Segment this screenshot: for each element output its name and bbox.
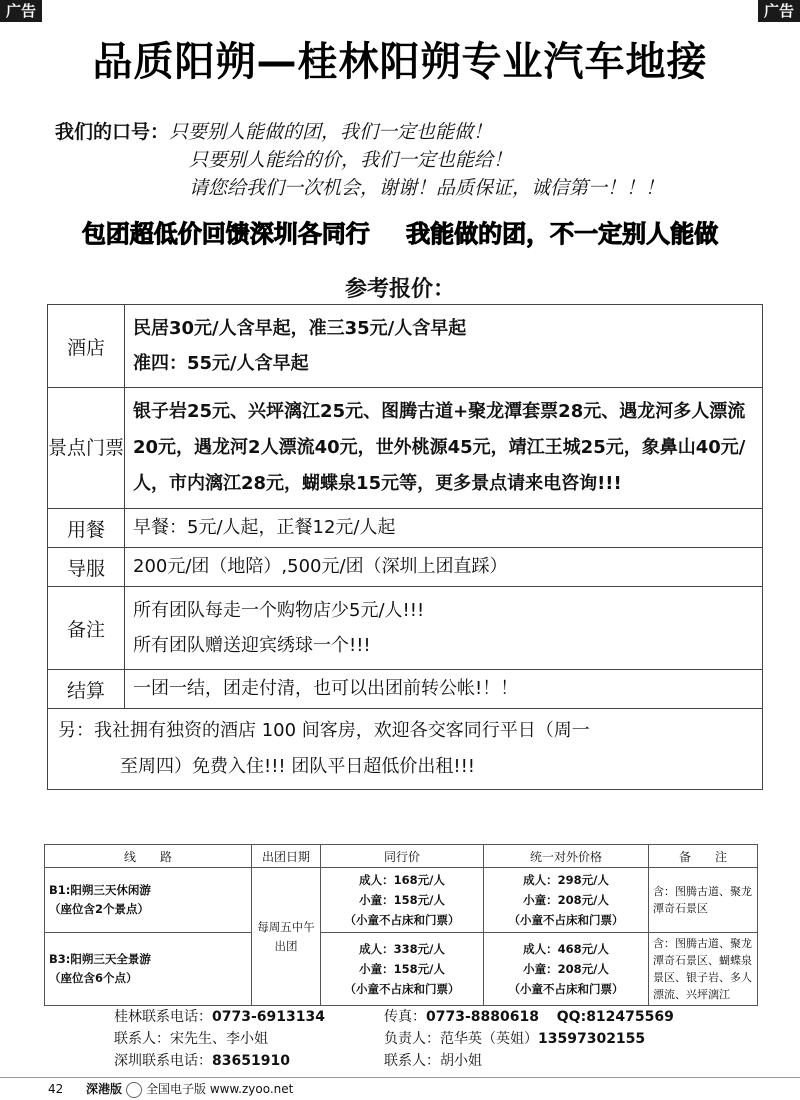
retail-price-b3: 成人：468元/人 小童：208元/人 （小童不占床和门票） — [484, 933, 649, 1006]
quote-title: 参考报价： — [344, 277, 455, 302]
header-note: 备 注 — [649, 845, 758, 868]
remark-value: 所有团队每走一个购物店少5元/人!!! 所有团队赠送迎宾绣球一个!!! — [125, 587, 763, 670]
contact-block — [114, 1006, 714, 1072]
slogan-label: 我们的口号： — [55, 121, 170, 143]
route-b3: B3:阳朔三天全景游 （座位含6个点） — [45, 933, 252, 1006]
manager-name: 范华英（英姐） — [440, 1031, 538, 1047]
scenic-value: 银子岩25元、兴坪漓江25元、图腾古道+聚龙潭套票28元、遇龙河多人漂流20元，遇龙河2人漂流40元，世外桃源45元，靖江王城25元，象鼻山40元/人，市内漓江28元，蝴蝶泉15元等，更多景点请来电咨询!!! — [125, 388, 763, 509]
header-retail-price: 统一对外价格 — [484, 845, 649, 868]
slogan-line-1: 只要别人能做的团，我们一定也能做！ — [169, 121, 493, 143]
sz-phone: 83651910 — [212, 1053, 290, 1069]
sz-person-label: 联系人： — [384, 1053, 440, 1069]
person-label: 联系人： — [114, 1031, 170, 1047]
guide-key: 导服 — [48, 548, 125, 587]
page-number: 42 — [48, 1082, 64, 1096]
scenic-key: 景点门票 — [48, 388, 125, 509]
slogan-line-2: 只要别人能给的价，我们一定也能给！ — [189, 149, 513, 171]
banner-right: 我能做的团，不一定别人能做 — [406, 220, 719, 248]
manager-label: 负责人： — [384, 1031, 440, 1047]
publisher-logo-icon — [126, 1082, 142, 1098]
page-title: 品质阳朔—桂林阳朔专业汽车地接 — [92, 39, 708, 85]
slogan-line-3: 请您给我们一次机会，谢谢！品质保证，诚信第一！！！ — [189, 177, 665, 199]
person-name: 宋先生、李小姐 — [170, 1031, 268, 1047]
fax-number: 0773-8880618 — [426, 1009, 539, 1025]
row-settle — [48, 670, 763, 709]
row-scenic — [48, 388, 763, 509]
route-table — [44, 844, 758, 1006]
header-date: 出团日期 — [252, 845, 321, 868]
qq-number: 812475569 — [586, 1009, 674, 1025]
row-remark — [48, 587, 763, 670]
gl-phone: 0773-6913134 — [212, 1009, 325, 1025]
meal-value: 早餐：5元/人起，正餐12元/人起 — [125, 509, 763, 548]
ad-tag-right: 广告 — [758, 0, 800, 22]
table-row — [45, 868, 758, 933]
manager-phone: 13597302155 — [538, 1031, 646, 1047]
hotel-value: 民居30元/人含早起，准三35元/人含早起 准四：55元/人含早起 — [125, 305, 763, 388]
note-b3: 含：图腾古道、聚龙潭奇石景区、蝴蝶泉景区、银子岩、多人漂流、兴坪漓江 — [649, 933, 758, 1006]
row-guide — [48, 548, 763, 587]
meal-key: 用餐 — [48, 509, 125, 548]
page-footer — [0, 1077, 800, 1100]
fax-label: 传真： — [384, 1009, 426, 1025]
peer-price-b3: 成人：338元/人 小童：158元/人 （小童不占床和门票） — [321, 933, 484, 1006]
extra-note: 另：我社拥有独资的酒店 100 间客房，欢迎各交客同行平日（周一 至周四）免费入住!!! 团队平日超低价出租!!! — [48, 709, 763, 790]
row-hotel — [48, 305, 763, 388]
guide-value: 200元/团（地陪）,500元/团（深圳上团直踩） — [125, 548, 763, 587]
sz-label: 深圳联系电话： — [114, 1053, 212, 1069]
sz-person-name: 胡小姐 — [440, 1053, 482, 1069]
table-row — [45, 933, 758, 1006]
hotel-key: 酒店 — [48, 305, 125, 388]
settle-key: 结算 — [48, 670, 125, 709]
gl-label: 桂林联系电话： — [114, 1009, 212, 1025]
edition-label: 深港版 — [86, 1082, 123, 1096]
header-peer-price: 同行价 — [321, 845, 484, 868]
retail-price-b1: 成人：298元/人 小童：208元/人 （小童不占床和门票） — [484, 868, 649, 933]
route-b1: B1:阳朔三天休闲游 （座位含2个景点） — [45, 868, 252, 933]
settle-value: 一团一结，团走付清，也可以出团前转公帐!！！ — [125, 670, 763, 709]
price-table — [47, 304, 763, 790]
site-label: 全国电子版 www.zyoo.net — [146, 1082, 294, 1096]
peer-price-b1: 成人：168元/人 小童：158元/人 （小童不占床和门票） — [321, 868, 484, 933]
banner-left: 包团超低价回馈深圳各同行 — [81, 220, 370, 248]
row-extra — [48, 709, 763, 790]
row-meal — [48, 509, 763, 548]
qq-label: QQ: — [556, 1009, 587, 1025]
header-route: 线 路 — [45, 845, 252, 868]
note-b1: 含：图腾古道、聚龙潭奇石景区 — [649, 868, 758, 933]
slogan-block — [55, 118, 664, 202]
depart-date: 每周五中午出团 — [252, 868, 321, 1006]
ad-tag-left: 广告 — [0, 0, 42, 22]
promo-banner — [0, 214, 800, 249]
remark-key: 备注 — [48, 587, 125, 670]
